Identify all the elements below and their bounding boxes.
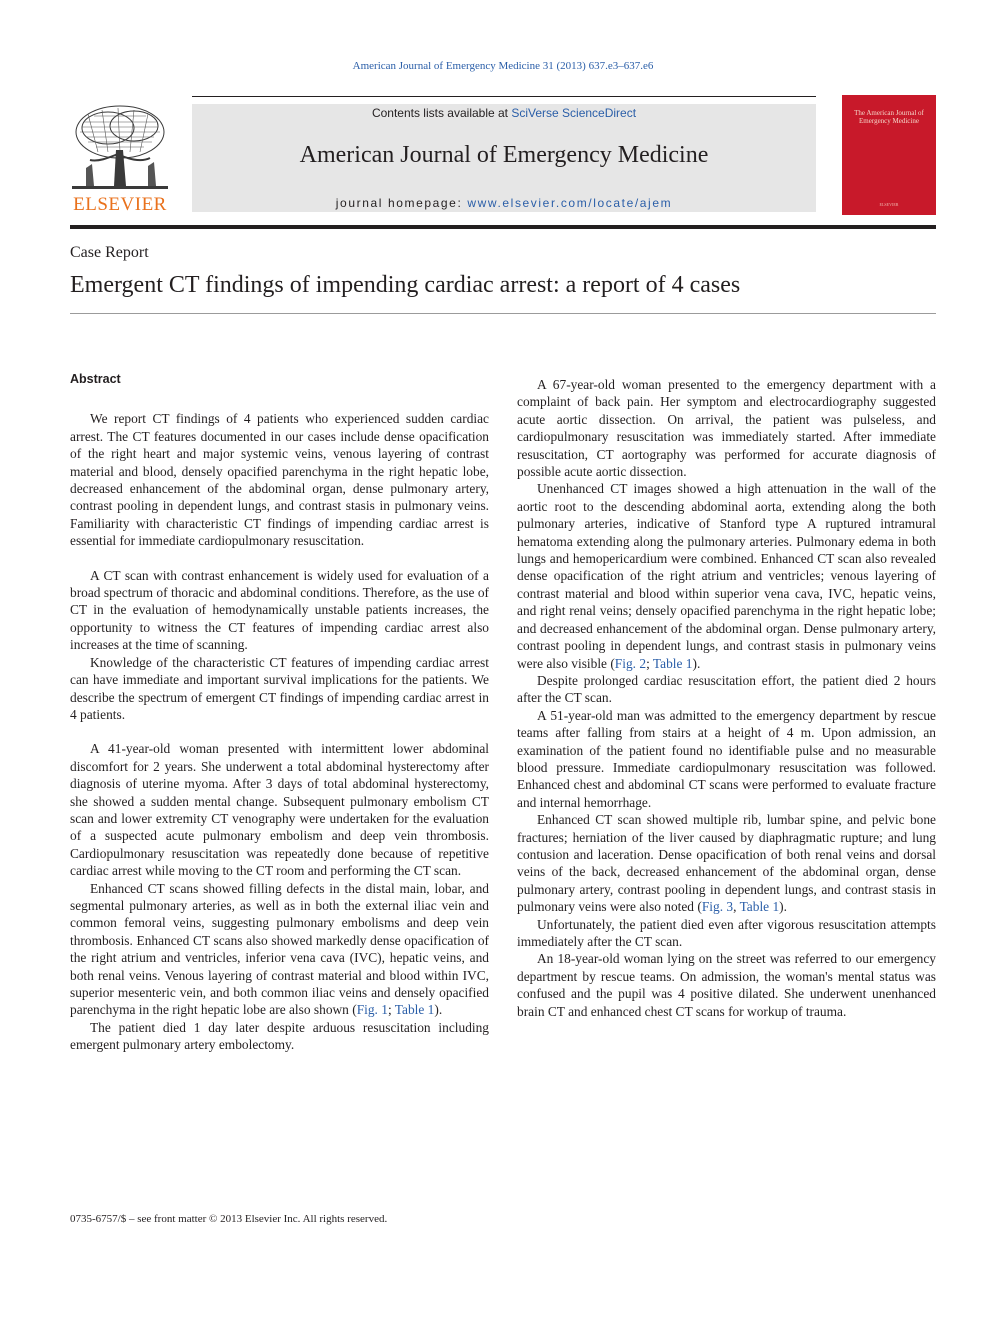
body-paragraph: The patient died 1 day later despite arduous resuscitation including emergent pulmonary artery embolectomy. [70,1019,489,1053]
masthead-top-rule [192,96,816,97]
table-1-link[interactable]: Table 1 [739,899,780,915]
figure-1-link[interactable]: Fig. 1 [356,1002,388,1018]
journal-cover-thumbnail[interactable] [842,95,936,215]
paragraph-text: Enhanced CT scan showed multiple rib, lumbar spine, and pelvic bone fractures; herniation of the liver caused by diaphragmatic rupture; and lung contusion and laceration. Dense opacification of both renal veins and dorsal veins of the back, decreased enhancement of the abdominal organ, dense pulmonary artery, contrast pooling in dependent lungs, and contrast stasis in pulmonary veins were also noted ( [517,812,936,915]
article-type: Case Report [70,244,149,261]
journal-masthead [192,104,816,212]
body-paragraph [517,811,936,915]
abstract-paragraph: We report CT findings of 4 patients who experienced sudden cardiac arrest. The CT features documented in our cases include dense opacification of the right heart and major systemic veins, venous layering of contrast material and blood, densely opacified parenchyma in the right hepatic lobe, decreased enhancement of the abdominal organ, dense pulmonary artery, contrast pooling in dependent lungs, and contrast stasis in pulmonary veins. Familiarity with characteristic CT findings of impending cardiac arrest is essential for immediate cardiopulmonary resuscitation. [70,411,489,549]
contents-line [192,106,816,120]
ref-separator: , [733,899,740,915]
journal-name: American Journal of Emergency Medicine [299,142,709,168]
header-rule [70,225,936,229]
sciencedirect-link[interactable]: SciVerse ScienceDirect [511,106,637,120]
elsevier-logo[interactable] [68,102,172,214]
body-paragraph: Despite prolonged cardiac resuscitation effort, the patient died 2 hours after the CT scan. [517,672,936,706]
ref-close: ). [692,655,701,671]
ref-close: ). [434,1002,443,1018]
ref-separator: ; [387,1002,395,1018]
homepage-prefix: journal homepage: [335,196,468,210]
paragraph-text: Enhanced CT scans showed filling defects in the distal main, lobar, and segmental pulmonary arteries, as well as in both the external iliac vein and common femoral veins, suggesting pulmonary embolisms and deep vein thrombosis. Enhanced CT scans also showed markedly dense opacification of the right atrium and ventricles, inferior vena cava (IVC), hepatic veins, and both renal veins. Venous layering of contrast material and blood within IVC, superior mesenteric vein, and both common iliac veins and densely opacified parenchyma in the right hepatic lobe are also shown ( [70,880,489,1018]
contents-prefix: Contents lists available at [371,106,512,120]
body-paragraph [517,480,936,671]
homepage-line [192,196,816,210]
journal-citation[interactable]: American Journal of Emergency Medicine 31 (2013) 637.e3–637.e6 [352,60,654,72]
homepage-link[interactable]: www.elsevier.com/locate/ajem [467,196,673,210]
body-paragraph: A 67-year-old woman presented to the emergency department with a complaint of back pain. Her symptom and electrocardiography suggested acute aortic dissection. On arrival, the patient was pulseless, and cardiopulmonary resuscitation was immediately started. After immediate resuscitation, CT aortography was performed for accurate diagnosis of possible acute aortic dissection. [517,377,936,480]
table-1-link[interactable]: Table 1 [394,1002,435,1018]
body-paragraph: Knowledge of the characteristic CT features of impending cardiac arrest can have immediate and important survival implications for the patients. We describe the spectrum of emergent CT findings of impending cardiac arrest in 4 patients. [70,654,489,722]
article-title: Emergent CT findings of impending cardiac arrest: a report of 4 cases [70,272,741,298]
elsevier-wordmark: ELSEVIER [73,194,167,215]
figure-2-link[interactable]: Fig. 2 [614,655,647,671]
elsevier-tree-icon [68,102,172,194]
left-column [70,371,489,1054]
cover-publisher: ELSEVIER [879,202,899,207]
copyright-footer: 0735-6757/$ – see front matter © 2013 Elsevier Inc. All rights reserved. [70,1213,388,1225]
title-rule [70,313,936,314]
ref-close: ). [779,899,787,915]
body-paragraph: Unfortunately, the patient died even after vigorous resuscitation attempts immediately after the CT scan. [517,916,936,949]
body-paragraph [70,880,489,1019]
abstract-heading: Abstract [70,372,121,386]
figure-3-link[interactable]: Fig. 3 [701,899,734,915]
cover-title: The American Journal of Emergency Medicine [854,109,924,125]
table-1-link[interactable]: Table 1 [652,655,693,671]
body-paragraph: A CT scan with contrast enhancement is widely used for evaluation of a broad spectrum of thoracic and abdominal conditions. Therefore, as the use of CT in the evaluation of hemodynamically unstable patients increases, the opportunity to witness the CT features of impending cardiac arrest also increases at the time of scanning. [70,567,489,653]
ref-separator: ; [646,655,653,671]
paragraph-text: Unenhanced CT images showed a high attenuation in the wall of the aortic root to the descending abdominal aorta, extending along the both pulmonary arteries, indicative of Stanford type A ruptured intramural hematoma extending along the pulmonary arteries. Pulmonary edema in both lungs and hemopericardium were combined. Enhanced CT scan also revealed dense opacification of the right atrium and ventricles; venous layering of contrast material and blood within superior vena cava, IVC, hepatic veins, and right renal veins; densely opacified parenchyma in the right hepatic lobe; and decreased enhancement of the abdominal organ. Dense pulmonary artery, contrast pooling in dependent lungs, and contrast stasis in pulmonary veins were also visible ( [517,481,936,671]
right-column [517,376,936,1020]
body-paragraph: An 18-year-old woman lying on the street was referred to our emergency department by rescue teams. On admission, the woman's mental status was confused and the pupil was 4 positive dilated. She underwent unenhanced brain CT and enhanced chest CT scans for workup of trauma. [517,951,936,1019]
body-paragraph: A 41-year-old woman presented with intermittent lower abdominal discomfort for 2 years. She underwent a total abdominal hysterectomy after diagnosis of uterine myoma. After 3 days of total abdominal hysterectomy, she showed a sudden mental change. Subsequent pulmonary embolism CT scan and lower extremity CT venography were undertaken for the evaluation of a suspected acute pulmonary embolism and deep vein thrombosis. Cardiopulmonary resuscitation was repeatedly done because of repetitive cardiac arrest while moving to the CT room and performing the CT scan. [70,741,489,879]
body-paragraph: A 51-year-old man was admitted to the emergency department by rescue teams after falling from stairs at a height of 4 m. Upon admission, an examination of the patient found no identifiable pulse and no measurable blood pressure. Immediate cardiopulmonary resuscitation was followed. Enhanced chest and abdominal CT scans were performed to evaluate fracture and internal hemorrhage. [517,707,936,810]
